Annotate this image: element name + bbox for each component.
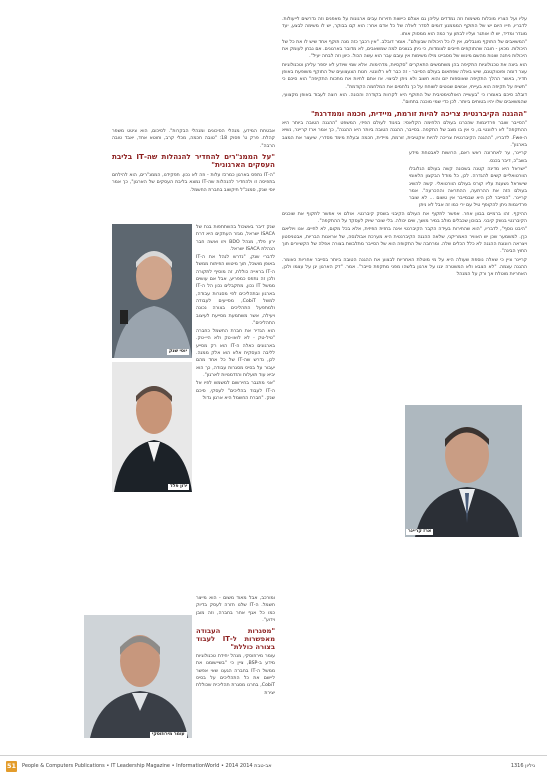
narrow-text-block	[409, 150, 527, 210]
photo-yaron-peled	[112, 362, 192, 492]
caption-omer: עומר מירוזוסקי	[152, 732, 185, 737]
issue-number: גיליון 1316	[510, 763, 535, 769]
paragraph: קריינר, ער לאחרונה ראש ראם, הרושות לאבטחת מידע בשב"כ, דיבר בכנס.	[409, 151, 527, 164]
left-side-text-block	[196, 224, 275, 591]
publication-line: People & Computers Publications • IT Leadership Magazine • InformationWorld • 2014 אב-טבת 2014	[22, 763, 272, 769]
section-heading: "ההגנה הקיברנטית צריכה להיות זורמת, מיידית, חכמה וממדרגת"	[310, 108, 527, 118]
photo-yossi-shenk	[112, 224, 192, 358]
section-heading: "על הממנ"רים להחדיר להנהלות שה-IT בליבת העסקים הארגונית"	[112, 151, 275, 170]
paragraph: ומורכב, אבל מאוד משום - הוא מייצר חשמל. ה-IT שלנו חזרה לעסק בדיוק כמו כל אגף אחר בחברה, וזה מובן וידוע".	[196, 596, 275, 623]
page-footer	[0, 755, 547, 775]
paragraph: "הסייבר שובר פרדיגמות שהכרנו בעולם הלחימה הקלאסי: בניגוד לעולם הפיזי, המשפט "ההגנה הטובה ביותר היא ההתקפה" לא רלוונטי בו, כי אין בו מצב של התקפה. בסייבר, ההגנה הטובה ביותר היא ההגנה", כך אמר ארז קריינר, נשיא ה-Fwe. לדבריו, "ההגנה הקיברנטית צריכה להיות אקטיבית, זורמת, מיידית, חכמה ובעלת מימד מסדרי, שיעצר את המצב בארגון".	[282, 121, 527, 149]
left-bottom-text-block	[196, 595, 275, 753]
photo-omer-mirozovski	[84, 615, 192, 738]
portrait-illustration	[112, 224, 192, 358]
paragraph: הוא ביצה את טכנולוגיות התקיפה בהן משתמשים התאקרים "סקסיות, מדהימות. אלא שמי שיודע לא יספר עליהן וטכנולוגיות עצר דומה ופוטוקטנם, שיש באלה שפתאום בעולם הסייבר - זה כבר לא רלוונטי. חנות הצעצועים של התוקף משופעת באופן תדיר, באשר ההלך התקיפה שאוספות יזם והוא חשוב ולא ניתן לביצוי. אז אתם לחיות את מתכות התקיפה" הוא סיכם כי "תשיח על תקיפה הוא בעייתי, אנשים שנוטים לשוחח על כך נלחמים את המלחמה הקודמת".	[282, 62, 527, 90]
paragraph: עליו ועל הצריו מוכלות משימות וזה נמדדים עליהן גם אצלם כיישות חזירות עבים ארגונות על מאפנים וזה נדרשים לייעולות. לדבריו, חייו היום יש של התוקף המממנע דומים לסדר לאלה של כל אדם אחר: הוא קם בבוקר, יש לו משימה לבצע, יעד מוגדר ומדיד, יש לו אותגר ועליו לבתון ער כמה הוא ממסוק אותו.	[282, 17, 527, 37]
paragraph: "ישראל היא מדינה קטנה בשכונה קשה בעולם הגלובלו הוורטואליים קשים להגדרה. לכן, כל מודל הבקצון הלאומי שישראל נשענת עליו קורס בעולם הוורטואלי. קשה להשיג בעולם הזה את ההרתעה, ההתראה וההכרעה". אמר קריינר. "הסייבר לכן היא שבמייבר אין טשום ... לא שובר פרדיגמות ניתן להקופף טיל עם ירי כמו זה אבל לא ניתן	[409, 166, 527, 209]
paragraph: "היבט נוסף", לדבריו, "הוא שהחירות בעידה הקבר הקיברנטי אינה בחזית הפיזית, אלא בכל מקום, לא לחיים. אנו ויוליאם כךן. למשמער שכן יש האוויר האמריקני, שלאה ההגנה הקיברנטית היא מערכת אבולנסה, של אראנות הבריות, אבטניסטון ויצראה רוונוגת ההגנה לא כלל הכלים שלה. ומרחבה של התקופה הוא של הסייבר מתלבשת בצורה אפלה של הקשיורים תוך החוץ הבינה".	[282, 227, 527, 255]
paragraph: "המשאבים של התוקף מוגבלים, אין לו כל היכולות שבעולם". אומר דובלב. "אין רכבך כזה מנה תוקף אחד שיש לו את כל של היכולות. מכאן - חובה שהתוקפים חייבים לצומדות, כי ניתן בגוונים למה שמשאבים, לא מדובר בארגונים. אם נבחן לעומק את היכולות ניתנה שונות מהשם מינוש של מסבייט מילו משימות אין עובם עבר הוא עשה הכול. כיוון וזה לבחה יעיל".	[282, 39, 527, 60]
caption-yaron: ירון פלד	[170, 484, 188, 489]
caption-erez: ארז קריינר	[408, 529, 432, 534]
paragraph: קריינר ציין כי שאלה נוספת שעולה היא על מי מוטלת האחריות לבצוע את ההגנה הטובה ביותר בסייבר אחריות כאומר. ההגנה עצמה. "לא הצבא ולא המשטרה יגנו על ארגון בלשהו מפני מתקפת סייבר". אמר. "דק הארגון יגן על עצמו ולכן, האחריות מוטלת אך ורק על המנהל	[282, 257, 527, 278]
paragraph: דובלב סיכם באומרו כי "בעשייה האולטימטיבית של התוקף היא לקרוות בקודרה והכונה. הוא רוצה לעבוד באופן מקצועי, שהמשאבים שלו יהיו בטוחים ביותר. לכן כדי שמי מוכנה בתחום".	[282, 92, 527, 106]
section-heading: "מסגרות העבודה מאפשרות ל-IT לעבוד בצורה כוללת"	[196, 627, 275, 652]
portrait-illustration	[405, 405, 522, 537]
paragraph: ההיקף. זהו ברמיים בבוון אחר. אפשר לתקוף את העולם הקיבני בשסק קיברנטי. אולם אי אפשר לתקוף את שוכנים הקיברנטי בנשק קיבני. בבוכון שכבלים מולב במיר מושך, שים יכולה. בלי שוכר שיוק לעסקד על ההתקפה".	[282, 211, 527, 225]
paragraph: לדברי שנק, "נדרש לנהל את ה-IT באופן מושכל, תוך מיטוש הפיתוח ממשל ה-IT בראייה כוללת, זה מוסיף לתקורה ולכן זה נתפס כמפריע, אבל אם עושים ממשל IT נכון, מתקבלים נכון הל ה-IT בארגון ובתהליכים לפי מסגרות עבודה, למשל CobiT, מסייעים לעבודה ולמתפעל התהליכים בצורה נכונה ויעילה, אשר משתמעת מסייעת לעיצוב התהליכים".	[196, 255, 275, 326]
page-number: 51	[6, 762, 17, 770]
portrait-illustration	[84, 615, 192, 738]
left-top-text-block	[112, 128, 275, 208]
caption-yossi: יוסי שנק	[169, 349, 187, 354]
paragraph: "ה-IT נתפס בארגון כמרכז עלות - וזה לא נכון. תפקידנו, הממנ"רים, הוא להילחם בתפיסה זו ולהחדיר להנהלות שה-IT נמצא בליבת העסקים של הארגון", כך אמר יוסי שנק, סמנכ"ל תיקשוב בחברת החשמל.	[112, 173, 275, 193]
paragraph: עומר מירוזוסקי, מנהל יחידת טכנולוגיות מידע ב-BSP, ציין כי "בשיישומנו את ממשל ה-IT בחברה הגענו שאי אפשר ליישם את כל התהליכים על בסיס CobiT, בחרנו מסגרת תהליכית שכוללת יצירת	[196, 654, 275, 696]
portrait-illustration	[112, 362, 192, 492]
paragraph: "אני מתגבר בחירשום למשמש לפיו אל ה-IT לעבוד בהליכים" לעסקי, סיכם שנק. "חברת החשמל היא ארגון גדול	[196, 381, 275, 401]
paragraph: אבטחת המידע, מנהלי הסיכונים ומנהלי הבקרות". לסיכום, הוא ציטט משפר קהלת. פרק ט' פסוק 18: "טובה חכמה, מכלי קרב, וחוטא אחד, יאבד טובה הרבה".	[112, 129, 275, 149]
right-text-column	[282, 16, 527, 753]
paragraph: הוא הגדיר את חברת החשמל כחברה "טיל-טק - לא לואו-טק ולא היי-טק. בארגונים כאלה ה-IT הוא רק מסייע לליבה העסקית אלא הוא אלק ממנה. לכן, נדרש שה-IT של כל אחד מהם יעבור על בסיס מסגרות עבודה, כך הוא יביא עוד תועלות והזדמנויות לארגון".	[196, 329, 275, 378]
photo-erez-kreiner	[405, 405, 522, 537]
paragraph: שנק דיבר באשכול בהשתתפות בנת של ISACA ישראל, מגזר העתקים היא דרת ירון פלד, מנהל BDO ויזו ואשה חבר הנהלת ISACA ישראל.	[196, 225, 275, 252]
